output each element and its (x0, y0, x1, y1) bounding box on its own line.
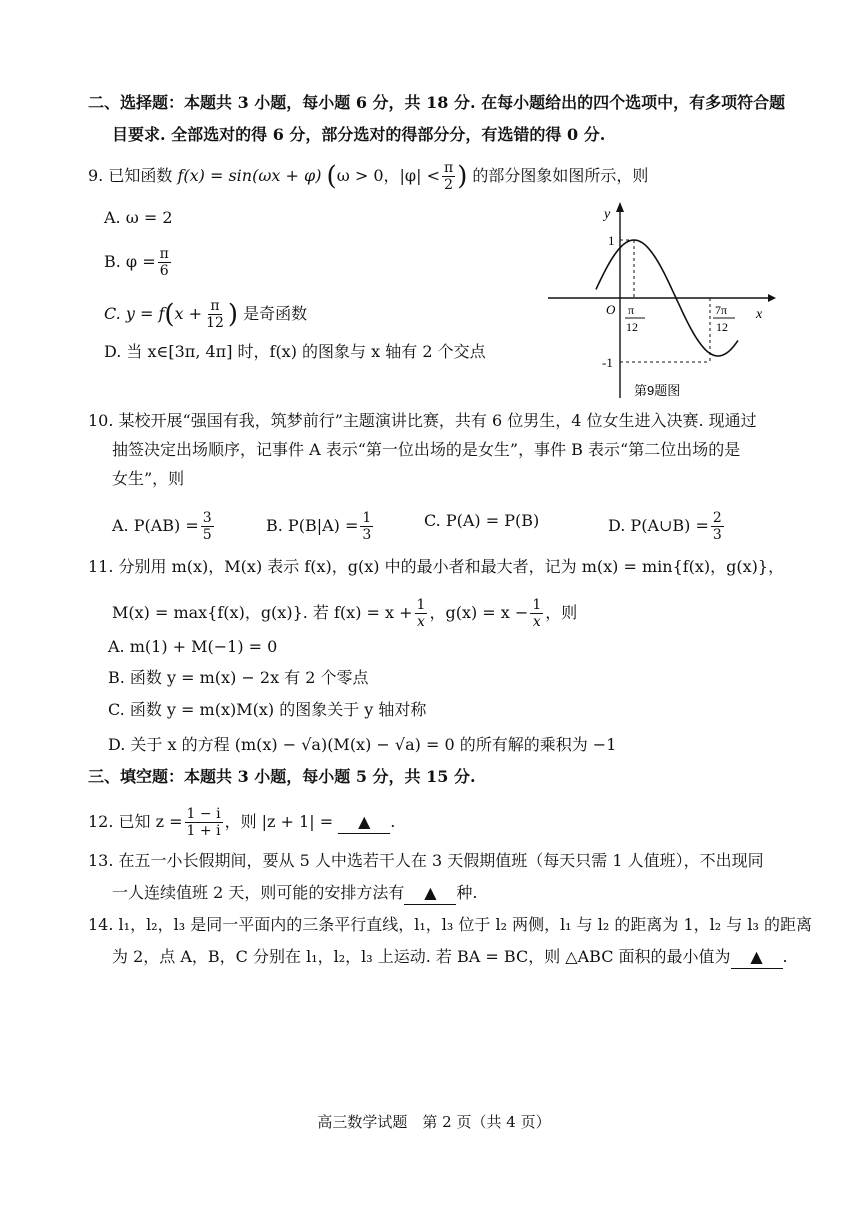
tick-7pi-over-12-num: 7π (715, 303, 728, 317)
question-10-stem-2: 抽签决定出场顺序，记事件 A 表示“第一位出场的是女生”，事件 B 表示“第二位出场的是 (112, 440, 741, 459)
question-11-stem-2: M(x) = max{f(x)，g(x)}. 若 f(x) = x + $\frac{1}{x}$ ，g(x) = x − $\frac{1}{x}$ ，则 (112, 597, 578, 630)
q12-answer-blank: ▲ (338, 811, 390, 834)
q10-option-d: D. P(A∪B) = $\frac{2}{3}$ (608, 510, 722, 543)
x-axis-label: x (756, 307, 763, 322)
q10-option-c: C. P(A) = P(B) (424, 511, 540, 530)
q11-option-c: C. 函数 y = m(x)M(x) 的图象关于 y 轴对称 (108, 700, 427, 719)
question-10-stem: 10. 某校开展“强国有我，筑梦前行”主题演讲比赛，共有 6 位男生，4 位女生进入决赛. 现通过 (88, 411, 757, 430)
question-10-stem-3: 女生”，则 (112, 469, 185, 488)
y-axis-label: y (604, 207, 611, 222)
q11-option-d: D. 关于 x 的方程 (m(x) − √a)(M(x) − √a) = 0 的所有解的乘积为 −1 (108, 735, 617, 754)
tick-pi-over-12-num: π (628, 303, 635, 317)
question-9-stem: 9. 已知函数 f(x) = sin(ωx + φ) (ω > 0，|φ| < $\frac{\pi}{2}$ ) 的部分图象如图所示，则 (88, 160, 649, 193)
section2-heading-cont: 目要求. 全部选对的得 6 分，部分选对的得部分分，有选错的得 0 分. (112, 125, 606, 144)
origin-label: O (606, 302, 616, 317)
tick-pi-over-12-den: 12 (626, 320, 638, 334)
tick-label-minus-1: -1 (602, 355, 613, 370)
q9-option-b: B. φ = $\frac{\pi}{6}$ (104, 246, 169, 279)
q10-option-a: A. P(AB) = $\frac{3}{5}$ (112, 510, 212, 543)
tick-label-1: 1 (608, 233, 615, 248)
q9-option-c: C. y = f(x + $\frac{\pi}{12}$ ) 是奇函数 (104, 298, 308, 331)
question-14-stem: 14. l₁，l₂，l₃ 是同一平面内的三条平行直线，l₁，l₃ 位于 l₂ 两侧，l₁ 与 l₂ 的距离为 1，l₂ 与 l₃ 的距离 (88, 915, 812, 934)
question-14-stem-2: 为 2，点 A，B，C 分别在 l₁，l₂，l₃ 上运动. 若 BA = BC，则 △ABC 面积的最小值为 ▲ . (112, 946, 788, 969)
x-axis-arrow (768, 294, 776, 302)
q11-option-a: A. m(1) + M(−1) = 0 (108, 637, 278, 656)
q9-option-a: A. ω = 2 (104, 208, 173, 227)
tick-7pi-over-12-den: 12 (716, 320, 728, 334)
question-13-stem: 13. 在五一小长假期间，要从 5 人中选若干人在 3 天假期值班（每天只需 1 人值班），不出现同 (88, 851, 764, 870)
q13-answer-blank: ▲ (404, 882, 456, 905)
section3-heading: 三、填空题：本题共 3 小题，每小题 5 分，共 15 分. (88, 767, 476, 786)
q10-option-b: B. P(B|A) = $\frac{1}{3}$ (266, 510, 372, 543)
question-11-stem: 11. 分别用 m(x)，M(x) 表示 f(x)，g(x) 中的最小者和最大者，记为 m(x) = min{f(x)，g(x)}， (88, 557, 785, 576)
figure-9-sine-graph (548, 198, 778, 403)
q14-answer-blank: ▲ (731, 946, 783, 969)
page-footer: 高三数学试题 第 2 页（共 4 页） (317, 1113, 551, 1131)
question-12: 12. 已知 z = $\frac{1 - i}{1 + i}$ ，则 |z + 1| = ▲ . (88, 806, 396, 839)
section2-heading: 二、选择题：本题共 3 小题，每小题 6 分，共 18 分. 在每小题给出的四个选项中，有多项符合题 (88, 93, 786, 112)
figure-caption: 第9题图 (634, 383, 681, 398)
y-axis-arrow (616, 202, 624, 212)
q11-option-b: B. 函数 y = m(x) − 2x 有 2 个零点 (108, 668, 369, 687)
question-13-stem-2: 一人连续值班 2 天，则可能的安排方法有 ▲ 种. (112, 882, 477, 905)
q9-option-d: D. 当 x∈[3π, 4π] 时，f(x) 的图象与 x 轴有 2 个交点 (104, 342, 486, 361)
